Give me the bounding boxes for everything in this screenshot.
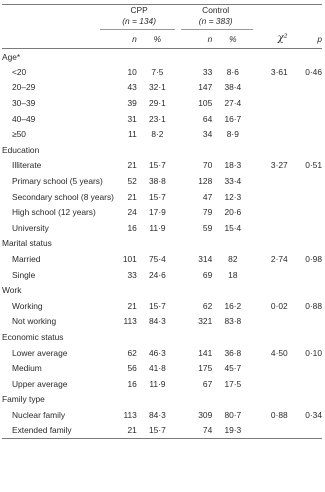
cpp-percent: 11·9 bbox=[149, 378, 166, 389]
control-percent: 18 bbox=[228, 269, 238, 280]
cpp-percent: 15·7 bbox=[149, 191, 166, 202]
cpp-percent: 15·7 bbox=[149, 425, 166, 436]
cpp-percent: 41·8 bbox=[149, 363, 166, 374]
control-percent: 80·7 bbox=[224, 409, 242, 420]
row-label: Upper average bbox=[12, 378, 68, 389]
p-value bbox=[288, 423, 322, 439]
cpp-count: 101 bbox=[122, 254, 137, 265]
row-label: Nuclear family bbox=[12, 409, 66, 420]
section-title: Marital status bbox=[2, 238, 52, 249]
section-title: Economic status bbox=[2, 331, 64, 342]
cpp-percent: 23·1 bbox=[149, 113, 166, 124]
control-percent: 27·4 bbox=[224, 98, 242, 109]
col-n-cpp: n bbox=[132, 34, 137, 44]
control-percent: 16·7 bbox=[224, 113, 242, 124]
demographics-table bbox=[2, 4, 322, 439]
control-count: 175 bbox=[198, 363, 213, 374]
p-value bbox=[288, 376, 322, 392]
cpp-percent: 46·3 bbox=[149, 347, 166, 358]
chi-square-value: 2·74 bbox=[270, 254, 288, 265]
control-percent: 8·9 bbox=[226, 129, 239, 140]
row-label: ≥50 bbox=[12, 129, 26, 140]
control-percent: 18·3 bbox=[224, 160, 242, 171]
group1-header bbox=[100, 5, 178, 28]
cpp-count: 24 bbox=[127, 207, 137, 218]
section-title: Education bbox=[2, 144, 40, 155]
cpp-count: 10 bbox=[127, 66, 137, 77]
chi-square-value bbox=[253, 314, 287, 330]
group-header-row bbox=[2, 5, 322, 28]
column-header-row bbox=[2, 30, 322, 49]
cpp-percent: 8·2 bbox=[151, 129, 164, 140]
chi-square-value bbox=[253, 95, 287, 111]
table-row bbox=[2, 360, 322, 376]
table-row bbox=[2, 80, 322, 96]
col-n-control: n bbox=[207, 34, 213, 44]
p-value bbox=[288, 204, 322, 220]
table-row bbox=[2, 298, 322, 314]
chi-square-value bbox=[253, 267, 287, 283]
table-row bbox=[2, 251, 322, 267]
section-header-row bbox=[2, 49, 322, 65]
section-header-row bbox=[2, 236, 322, 252]
col-pct-cpp: % bbox=[153, 34, 162, 44]
table-row bbox=[2, 64, 322, 80]
table-row bbox=[2, 407, 322, 423]
p-value bbox=[288, 111, 322, 127]
section-header-row bbox=[2, 282, 322, 298]
cpp-percent: 7·5 bbox=[151, 66, 164, 77]
control-count: 321 bbox=[198, 316, 213, 327]
control-percent: 12·3 bbox=[224, 191, 242, 202]
row-label: Married bbox=[12, 254, 41, 265]
p-value: 0·46 bbox=[305, 66, 322, 77]
row-label: Not working bbox=[12, 316, 57, 327]
col-chi-square: χ² bbox=[277, 33, 288, 45]
cpp-count: 56 bbox=[127, 363, 137, 374]
control-count: 69 bbox=[202, 269, 213, 280]
control-count: 34 bbox=[202, 129, 213, 140]
group2-title: Control bbox=[202, 5, 230, 15]
p-value bbox=[288, 80, 322, 96]
cpp-count: 31 bbox=[127, 113, 137, 124]
cpp-count: 39 bbox=[127, 98, 137, 109]
control-percent: 36·8 bbox=[224, 347, 242, 358]
row-label: Secondary school (8 years) bbox=[12, 191, 114, 202]
cpp-percent: 32·1 bbox=[149, 82, 166, 93]
p-value bbox=[288, 314, 322, 330]
control-count: 314 bbox=[198, 254, 213, 265]
cpp-count: 16 bbox=[127, 378, 137, 389]
control-percent: 20·6 bbox=[224, 207, 242, 218]
control-count: 33 bbox=[202, 66, 213, 77]
table-row bbox=[2, 314, 322, 330]
chi-square-value bbox=[253, 220, 287, 236]
control-count: 309 bbox=[198, 409, 213, 420]
row-label: 30–39 bbox=[12, 98, 36, 109]
row-label: 40–49 bbox=[12, 113, 36, 124]
p-value bbox=[288, 220, 322, 236]
table-row bbox=[2, 173, 322, 189]
section-header-row bbox=[2, 142, 322, 158]
p-value: 0·51 bbox=[305, 160, 322, 171]
control-count: 147 bbox=[198, 82, 213, 93]
control-count: 67 bbox=[202, 378, 213, 389]
p-value bbox=[288, 360, 322, 376]
cpp-count: 113 bbox=[123, 409, 137, 420]
cpp-count: 21 bbox=[127, 191, 137, 202]
control-count: 105 bbox=[198, 98, 213, 109]
cpp-count: 21 bbox=[127, 300, 137, 311]
section-header-row bbox=[2, 329, 322, 345]
cpp-count: 11 bbox=[128, 129, 137, 140]
control-percent: 83·8 bbox=[224, 316, 242, 327]
chi-square-value: 4·50 bbox=[270, 347, 288, 358]
row-label: High school (12 years) bbox=[12, 207, 96, 218]
row-label: Medium bbox=[12, 363, 42, 374]
table-row bbox=[2, 95, 322, 111]
control-percent: 19·3 bbox=[224, 425, 242, 436]
row-label: Illiterate bbox=[12, 160, 42, 171]
row-label: Extended family bbox=[12, 425, 72, 436]
control-count: 79 bbox=[202, 207, 213, 218]
p-value bbox=[288, 95, 322, 111]
control-percent: 82 bbox=[228, 254, 238, 265]
cpp-count: 113 bbox=[123, 316, 137, 327]
table-row bbox=[2, 158, 322, 174]
control-count: 128 bbox=[198, 176, 213, 187]
row-label: Primary school (5 years) bbox=[12, 176, 103, 187]
cpp-count: 21 bbox=[127, 425, 137, 436]
control-percent: 17·5 bbox=[224, 378, 242, 389]
row-label: Lower average bbox=[12, 347, 68, 358]
table-row bbox=[2, 423, 322, 439]
p-value: 0·88 bbox=[305, 300, 322, 311]
p-value bbox=[288, 173, 322, 189]
col-pct-control: % bbox=[229, 34, 237, 44]
chi-square-value bbox=[253, 423, 287, 439]
cpp-percent: 15·7 bbox=[149, 160, 166, 171]
p-value bbox=[288, 126, 322, 142]
cpp-percent: 38·8 bbox=[149, 176, 166, 187]
col-p-value: p bbox=[317, 33, 322, 44]
control-percent: 16·2 bbox=[224, 300, 242, 311]
cpp-percent: 17·9 bbox=[149, 207, 166, 218]
table-row bbox=[2, 204, 322, 220]
cpp-percent: 84·3 bbox=[149, 409, 166, 420]
group2-header bbox=[178, 5, 253, 28]
cpp-count: 21 bbox=[127, 160, 137, 171]
cpp-percent: 29·1 bbox=[149, 98, 166, 109]
chi-square-value bbox=[253, 376, 287, 392]
row-label: <20 bbox=[12, 66, 27, 77]
control-percent: 45·7 bbox=[224, 363, 242, 374]
control-percent: 8·6 bbox=[226, 66, 239, 77]
table-row bbox=[2, 267, 322, 283]
cpp-count: 16 bbox=[127, 222, 137, 233]
row-label: 20–29 bbox=[12, 82, 36, 93]
chi-square-value bbox=[253, 111, 287, 127]
p-value bbox=[288, 267, 322, 283]
control-count: 59 bbox=[202, 222, 213, 233]
cpp-count: 52 bbox=[127, 176, 137, 187]
section-title: Work bbox=[2, 285, 22, 296]
chi-square-value bbox=[253, 173, 287, 189]
p-value bbox=[288, 189, 322, 205]
chi-square-value: 3·27 bbox=[270, 160, 288, 171]
chi-square-value bbox=[253, 126, 287, 142]
section-header-row bbox=[2, 392, 322, 408]
control-percent: 15·4 bbox=[224, 222, 242, 233]
group1-size: (n = 134) bbox=[122, 16, 156, 26]
p-value: 0·10 bbox=[305, 347, 322, 358]
group1-title: CPP bbox=[130, 5, 148, 15]
control-count: 70 bbox=[202, 160, 213, 171]
table-row bbox=[2, 376, 322, 392]
control-count: 74 bbox=[202, 425, 213, 436]
table-row bbox=[2, 345, 322, 361]
row-label: University bbox=[12, 222, 49, 233]
group2-size: (n = 383) bbox=[198, 16, 233, 26]
cpp-percent: 75·4 bbox=[149, 254, 166, 265]
table-row bbox=[2, 126, 322, 142]
cpp-count: 43 bbox=[127, 82, 137, 93]
table-row bbox=[2, 220, 322, 236]
cpp-count: 62 bbox=[127, 347, 137, 358]
p-value: 0·98 bbox=[305, 254, 322, 265]
chi-square-value bbox=[253, 360, 287, 376]
cpp-percent: 15·7 bbox=[149, 300, 166, 311]
chi-square-value bbox=[253, 189, 287, 205]
section-title: Family type bbox=[2, 394, 45, 405]
control-count: 47 bbox=[202, 191, 213, 202]
cpp-percent: 24·6 bbox=[149, 269, 166, 280]
p-value: 0·34 bbox=[305, 409, 322, 420]
cpp-percent: 84·3 bbox=[149, 316, 166, 327]
section-title: Age* bbox=[2, 51, 21, 62]
control-count: 64 bbox=[202, 113, 213, 124]
chi-square-value: 0·88 bbox=[270, 409, 288, 420]
control-percent: 38·4 bbox=[224, 82, 242, 93]
table-row bbox=[2, 189, 322, 205]
chi-square-value: 3·61 bbox=[270, 66, 288, 77]
row-label: Working bbox=[12, 300, 43, 311]
cpp-count: 33 bbox=[127, 269, 137, 280]
control-percent: 33·4 bbox=[224, 176, 242, 187]
table-row bbox=[2, 111, 322, 127]
control-count: 141 bbox=[198, 347, 213, 358]
row-label: Single bbox=[12, 269, 36, 280]
header-spacer bbox=[2, 5, 100, 28]
chi-square-value: 0·02 bbox=[270, 300, 288, 311]
chi-square-value bbox=[253, 80, 287, 96]
cpp-percent: 11·9 bbox=[149, 222, 166, 233]
chi-square-value bbox=[253, 204, 287, 220]
control-count: 62 bbox=[202, 300, 213, 311]
